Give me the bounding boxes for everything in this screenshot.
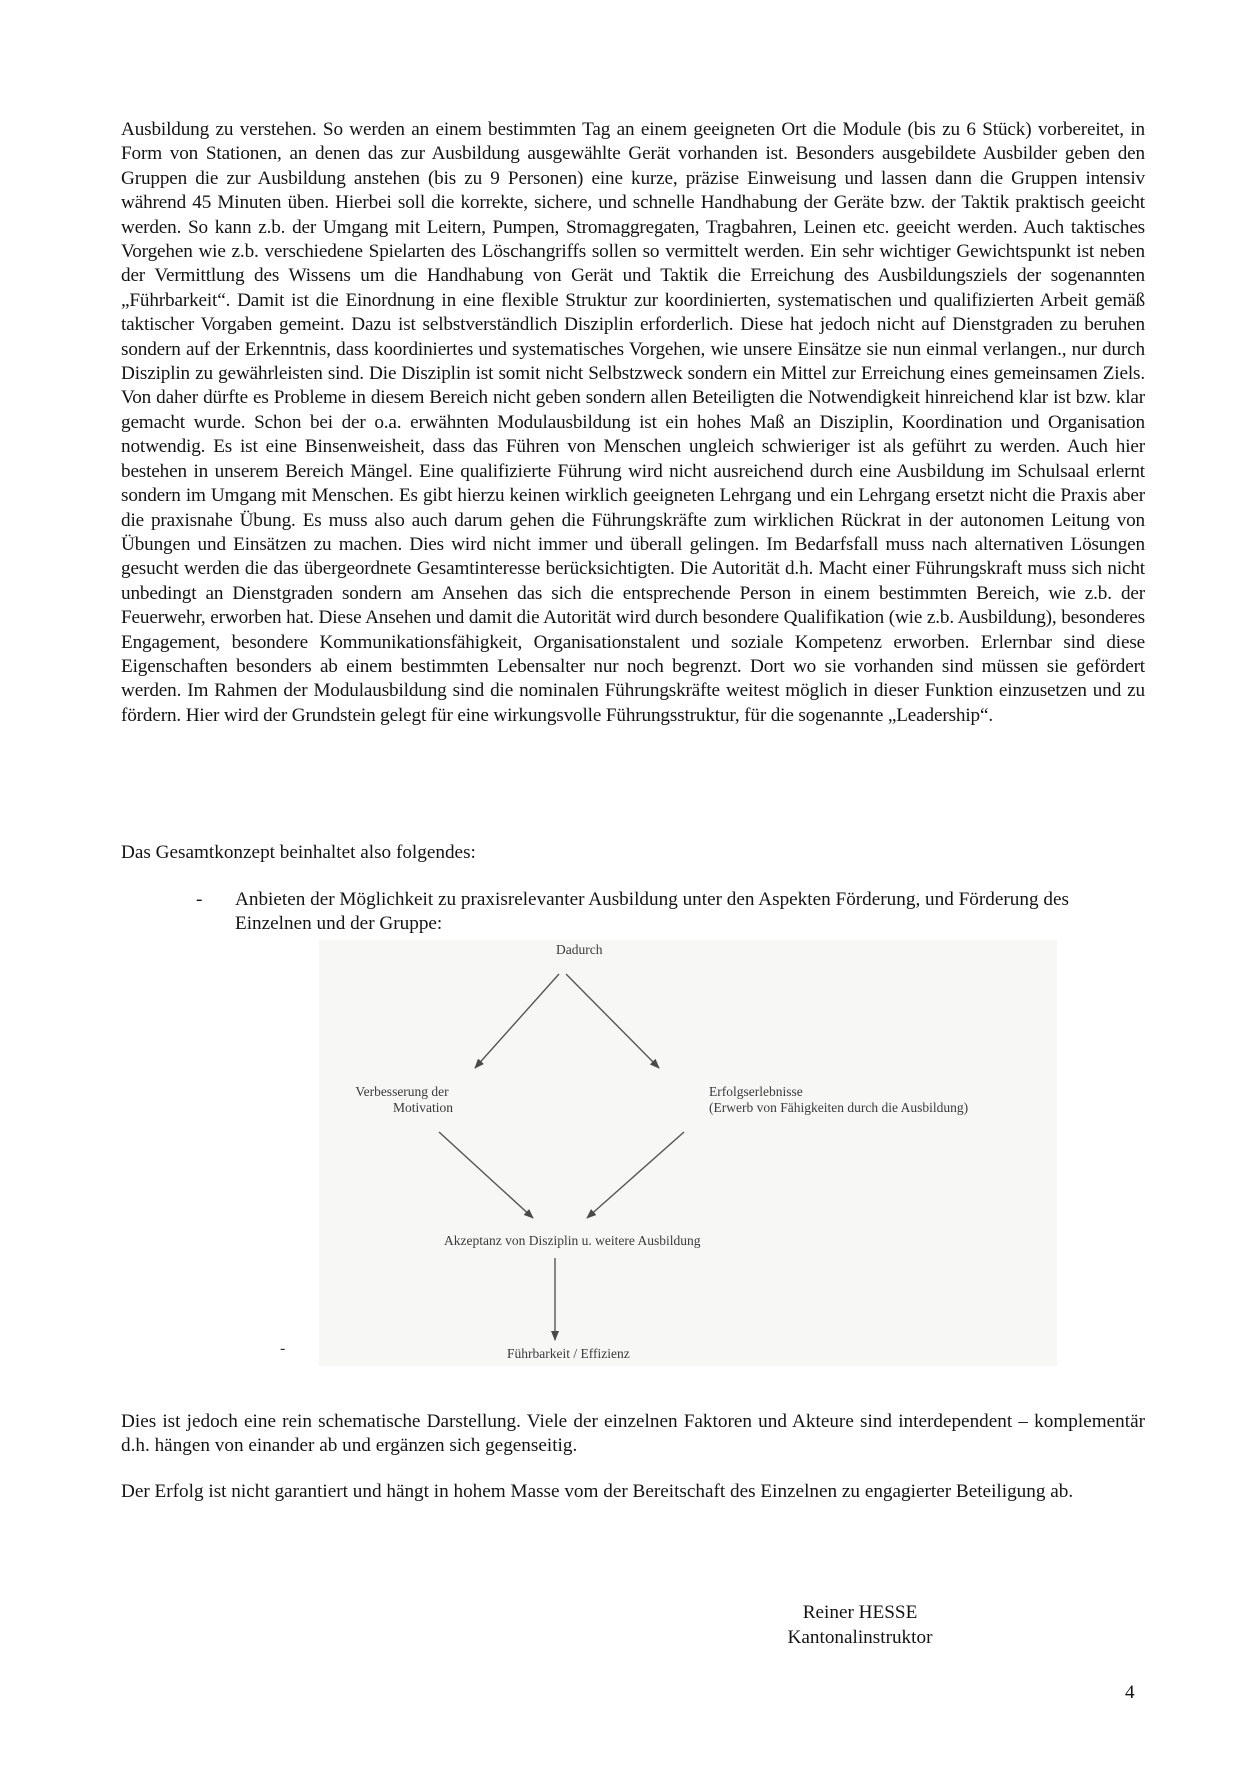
flow-diagram bbox=[319, 940, 1057, 1366]
list-item bbox=[197, 888, 1145, 937]
diagram-node-right-line1: Erfolgserlebnisse bbox=[709, 1084, 803, 1099]
signature-block bbox=[760, 1600, 960, 1650]
arrow-top-right bbox=[566, 974, 659, 1068]
list-dash: - bbox=[196, 889, 203, 910]
paragraph-3: Der Erfolg ist nicht garantiert und hängt in hohem Masse vom der Bereitschaft des Einzelnen zu engagierter Beteiligung ab. bbox=[121, 1481, 1074, 1502]
diagram-node-right-line2: (Erwerb von Fähigkeiten durch die Ausbildung) bbox=[709, 1100, 969, 1115]
signature-name: Reiner HESSE bbox=[802, 1602, 918, 1623]
list-item-text: Anbieten der Möglichkeit zu praxisrelevanter Ausbildung unter den Aspekten Förderung, und Förderung des Einzelnen und der Gruppe: bbox=[235, 889, 1069, 935]
diagram-arrows bbox=[319, 940, 1057, 1366]
concept-intro: Das Gesamtkonzept beinhaltet also folgendes: bbox=[121, 842, 476, 863]
diagram-node-top: Dadurch bbox=[556, 942, 603, 957]
diagram-node-left-line2: Motivation bbox=[393, 1100, 453, 1115]
diagram-node-right bbox=[709, 1084, 968, 1116]
page-number: 4 bbox=[1125, 1682, 1135, 1703]
arrow-right-middle bbox=[587, 1132, 684, 1218]
diagram-node-left-line1: Verbesserung der bbox=[355, 1084, 449, 1099]
diagram-node-bottom: Führbarkeit / Effizienz bbox=[507, 1346, 630, 1361]
diagram-node-left bbox=[351, 1084, 453, 1116]
paragraph-1: Ausbildung zu verstehen. So werden an einem bestimmten Tag an einem geeigneten Ort die Module (bis zu 6 Stück) vorbereitet, in Form von Stationen, an denen das zur Ausbildung ausgewählte Gerät vorhanden ist. Besonders ausgebildete Ausbilder geben den Gruppen die zur Ausbildung anstehen (bis zu 9 Personen) eine kurze, präzise Einweisung und lassen dann die Gruppen intensiv während 45 Minuten üben. Hierbei soll die korrekte, sichere, und schnelle Handhabung der Geräte bzw. der Taktik praktisch geeicht werden. So kann z.b. der Umgang mit Leitern, Pumpen, Stromaggregaten, Tragbahren, Leinen etc. geeicht werden. Auch taktisches Vorgehen wie z.b. verschiedene Spielarten des Löschangriffs sollen so vermittelt werden. Ein sehr wichtiger Gewichtspunkt ist neben der Vermittlung des Wissens um die Handhabung von Gerät und Taktik die Erreichung des Ausbildungsziels der sogenannten „Führbarkeit“. Damit ist die Einordnung in eine flexible Struktur zur koordinierten, systematischen und qualifizierten Arbeit gemäß taktischer Vorgaben gemeint. Dazu ist selbstverständlich Disziplin erforderlich. Diese hat jedoch nicht auf Dienstgraden zu beruhen sondern auf der Erkenntnis, dass koordiniertes und systematisches Vorgehen, wie unsere Einsätze sie nun einmal verlangen., nur durch Disziplin zu gewährleisten sind. Die Disziplin ist somit nicht Selbstzweck sondern ein Mittel zur Erreichung eines gemeinsamen Ziels. Von daher dürfte es Probleme in diesem Bereich nicht geben sondern allen Beteiligten die Notwendigkeit hinreichend klar ist bzw. klar gemacht wurde. Schon bei der o.a. erwähnten Modulausbildung ist ein hohes Maß an Disziplin, Koordination und Organisation notwendig. Es ist eine Binsenweisheit, dass das Führen von Menschen ungleich schwieriger ist als geführt zu werden. Auch hier bestehen in unserem Bereich Mängel. Eine qualifizierte Führung wird nicht ausreichend durch eine Ausbildung im Schulsaal erlernt sondern im Umgang mit Menschen. Es gibt hierzu keinen wirklich geeigneten Lehrgang und ein Lehrgang ersetzt nicht die Praxis aber die praxisnahe Übung. Es muss also auch darum gehen die Führungskräfte zum wirklichen Rückrat in der autonomen Leitung von Übungen und Einsätzen zu machen. Dies wird nicht immer und überall gelingen. Im Bedarfsfall muss nach alternativen Lösungen gesucht werden die das übergeordnete Gesamtinteresse berücksichtigten. Die Autorität d.h. Macht einer Führungskraft muss sich nicht unbedingt an Dienstgraden sondern am Ansehen das sich die entsprechende Person in einem bestimmten Bereich, wie z.b. der Feuerwehr, erworben hat. Diese Ansehen und damit die Autorität wird durch besondere Qualifikation (wie z.b. Ausbildung), besonderes Engagement, besondere Kommunikationsfähigkeit, Organisationstalent und soziale Kompetenz erworben. Erlernbar sind diese Eigenschaften besonders ab einem bestimmten Lebensalter nur noch begrenzt. Dort wo sie vorhanden sind müssen sie gefördert werden. Im Rahmen der Modulausbildung sind die nominalen Führungskräfte weitest möglich in dieser Funktion einzusetzen und zu fördern. Hier wird der Grundstein gelegt für eine wirkungsvolle Führungsstruktur, für die sogenannte „Leadership“. bbox=[121, 119, 1145, 726]
diagram-node-middle: Akzeptanz von Disziplin u. weitere Ausbildung bbox=[444, 1233, 701, 1248]
signature-title: Kantonalinstruktor bbox=[787, 1627, 933, 1648]
arrow-top-left bbox=[475, 974, 559, 1068]
main-paragraph bbox=[121, 118, 1145, 728]
paragraph-2: Dies ist jedoch eine rein schematische Darstellung. Viele der einzelnen Faktoren und Akteure sind interdependent – komplementär d.h. hängen von einander ab und ergänzen sich gegenseitig. bbox=[121, 1411, 1145, 1457]
stray-dash: - bbox=[280, 1340, 286, 1357]
arrow-left-middle bbox=[439, 1132, 533, 1218]
